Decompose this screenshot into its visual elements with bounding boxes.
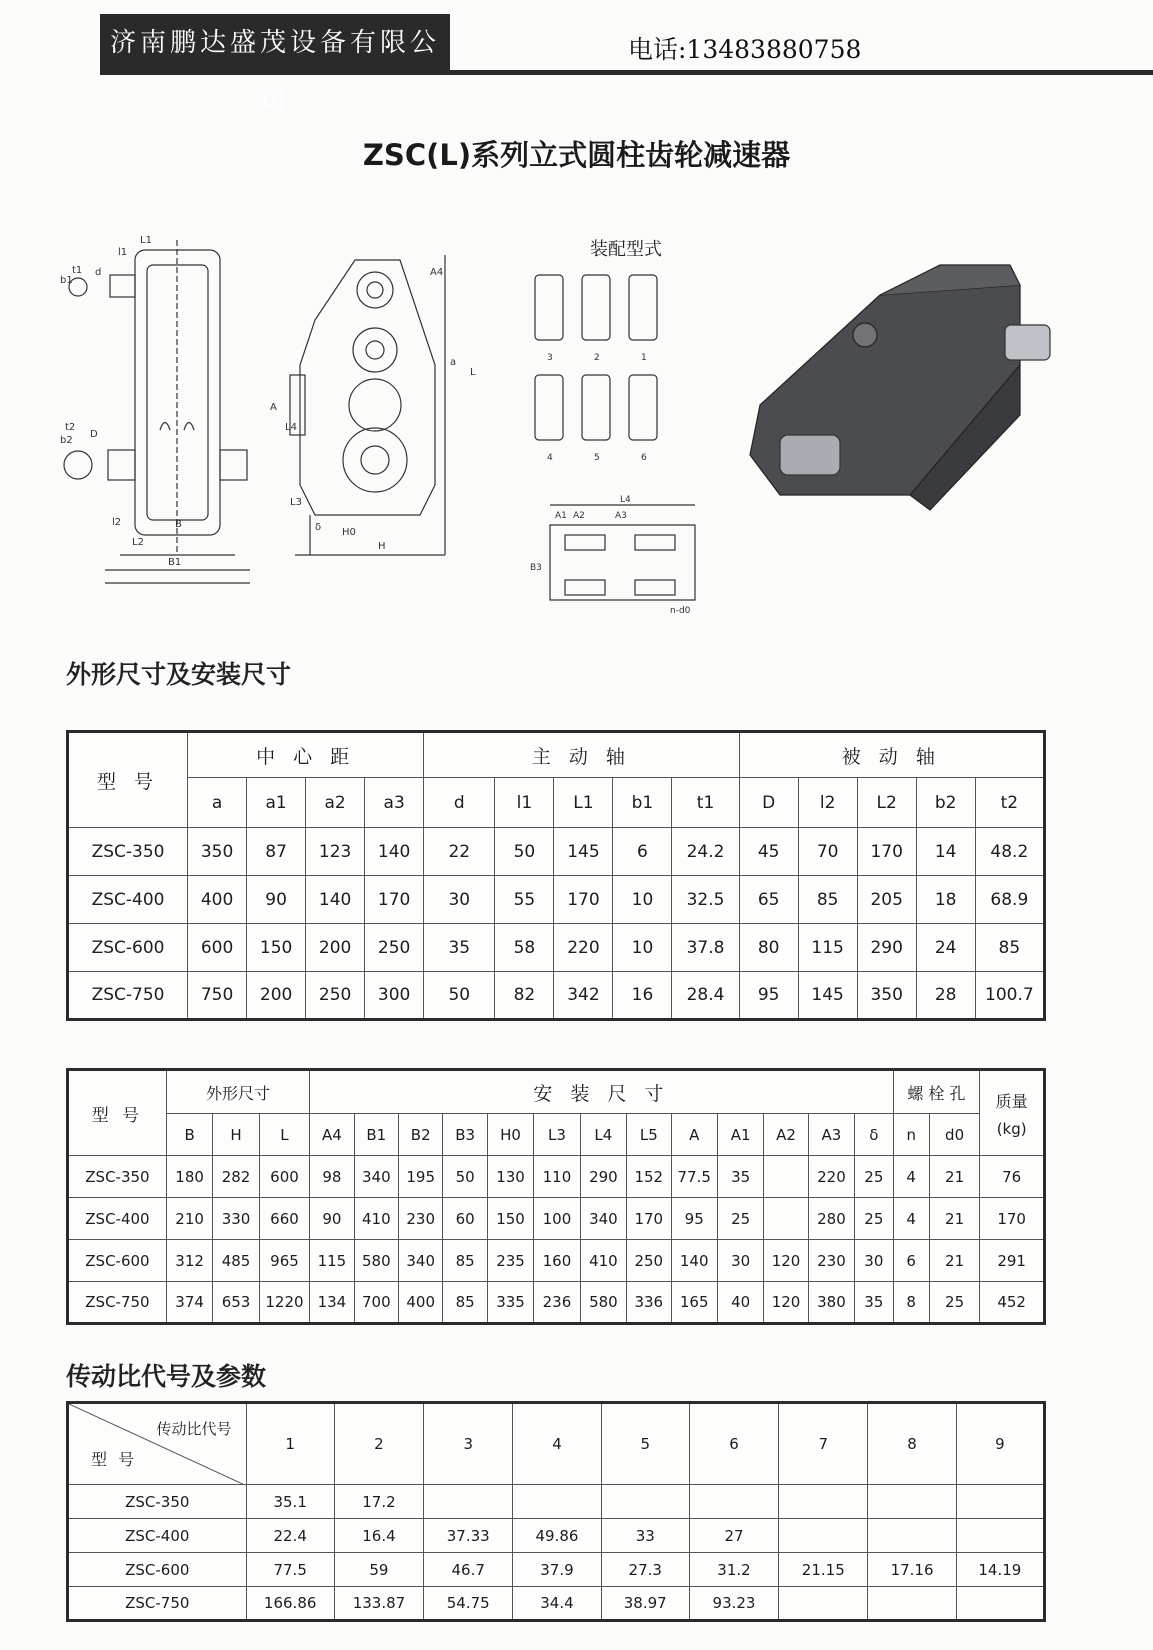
label-t2: t2 <box>65 422 76 433</box>
column-header: L4 <box>580 1114 626 1156</box>
label-B1: B1 <box>168 557 182 568</box>
table-row <box>68 1198 1045 1240</box>
ratio-cell: 166.86 <box>246 1587 334 1621</box>
header-rule <box>100 70 1153 75</box>
value-cell: 85 <box>443 1240 487 1282</box>
value-cell: 140 <box>306 876 365 924</box>
value-cell: 35 <box>855 1282 893 1324</box>
value-cell: 21 <box>929 1240 979 1282</box>
value-cell: 220 <box>808 1156 854 1198</box>
corner-bottom-label: 型 号 <box>91 1450 138 1469</box>
label-L1: L1 <box>140 235 152 246</box>
value-cell: 115 <box>798 924 857 972</box>
value-cell: 400 <box>188 876 247 924</box>
label-H: H <box>378 541 386 552</box>
ratio-cell <box>868 1485 956 1519</box>
value-cell: 165 <box>671 1282 717 1324</box>
ratio-cell: 22.4 <box>246 1519 334 1553</box>
value-cell: 58 <box>495 924 554 972</box>
value-cell: 115 <box>310 1240 354 1282</box>
value-cell: 6 <box>893 1240 929 1282</box>
value-cell: 380 <box>808 1282 854 1324</box>
table-row <box>68 1553 1045 1587</box>
column-header: A3 <box>808 1114 854 1156</box>
column-header: n <box>893 1114 929 1156</box>
group-input-shaft: 主 动 轴 <box>424 732 739 778</box>
label-H0: H0 <box>342 527 356 538</box>
value-cell: 250 <box>365 924 424 972</box>
value-cell: 4 <box>893 1198 929 1240</box>
value-cell: 100.7 <box>975 972 1044 1020</box>
value-cell: 24 <box>916 924 975 972</box>
technical-drawing <box>60 225 1110 645</box>
table-row <box>68 924 1045 972</box>
ratio-cell: 34.4 <box>513 1587 601 1621</box>
value-cell: 140 <box>365 828 424 876</box>
value-cell: 87 <box>247 828 306 876</box>
ratio-cell: 14.19 <box>956 1553 1044 1587</box>
value-cell: 14 <box>916 828 975 876</box>
value-cell: 220 <box>554 924 613 972</box>
value-cell: 340 <box>399 1240 443 1282</box>
label-d: d <box>95 267 102 278</box>
value-cell: 35 <box>717 1156 763 1198</box>
ratio-cell: 27 <box>689 1519 778 1553</box>
value-cell: 452 <box>980 1282 1045 1324</box>
mass-label: 质量 <box>995 1091 1028 1111</box>
mass-header <box>980 1070 1045 1156</box>
table-row <box>68 1156 1045 1198</box>
column-header: L2 <box>857 778 916 828</box>
model-cell: ZSC-400 <box>68 1519 247 1553</box>
ratio-code-header: 9 <box>956 1403 1044 1485</box>
value-cell: 290 <box>580 1156 626 1198</box>
value-cell: 77.5 <box>671 1156 717 1198</box>
value-cell: 965 <box>259 1240 309 1282</box>
ratio-cell <box>956 1485 1044 1519</box>
value-cell: 80 <box>739 924 798 972</box>
value-cell: 30 <box>717 1240 763 1282</box>
value-cell: 24.2 <box>672 828 739 876</box>
label-A: A <box>270 402 277 413</box>
assembly-number-3: 3 <box>547 353 553 363</box>
value-cell: 600 <box>188 924 247 972</box>
ratio-cell <box>956 1519 1044 1553</box>
label-ndo: n-d0 <box>670 606 691 616</box>
value-cell: 410 <box>354 1198 398 1240</box>
label-L2: L2 <box>132 537 144 548</box>
model-header: 型 号 <box>68 732 188 828</box>
column-header: L <box>259 1114 309 1156</box>
group-bolt-hole: 螺 栓 孔 <box>893 1070 980 1114</box>
value-cell: 50 <box>443 1156 487 1198</box>
value-cell: 8 <box>893 1282 929 1324</box>
value-cell: 653 <box>213 1282 259 1324</box>
ratio-cell: 133.87 <box>334 1587 423 1621</box>
column-header: B1 <box>354 1114 398 1156</box>
label-D: D <box>90 429 98 440</box>
value-cell: 140 <box>671 1240 717 1282</box>
table-row <box>68 1282 1045 1324</box>
value-cell: 120 <box>764 1240 808 1282</box>
install-dimensions-table <box>66 1068 1046 1325</box>
value-cell: 170 <box>554 876 613 924</box>
ratio-code-header: 7 <box>779 1403 868 1485</box>
value-cell: 25 <box>929 1282 979 1324</box>
ratio-cell: 21.15 <box>779 1553 868 1587</box>
column-header: L1 <box>554 778 613 828</box>
column-header: L3 <box>534 1114 580 1156</box>
value-cell: 580 <box>580 1282 626 1324</box>
value-cell: 210 <box>166 1198 212 1240</box>
ratio-cell: 35.1 <box>246 1485 334 1519</box>
group-output-shaft: 被 动 轴 <box>739 732 1044 778</box>
value-cell: 22 <box>424 828 495 876</box>
value-cell: 230 <box>399 1198 443 1240</box>
label-L: L <box>470 367 476 378</box>
value-cell: 21 <box>929 1156 979 1198</box>
value-cell: 130 <box>487 1156 533 1198</box>
value-cell: 60 <box>443 1198 487 1240</box>
column-header: t1 <box>672 778 739 828</box>
ratio-cell: 46.7 <box>424 1553 513 1587</box>
assembly-number-5: 5 <box>594 453 600 463</box>
value-cell: 170 <box>857 828 916 876</box>
column-header: b2 <box>916 778 975 828</box>
value-cell: 25 <box>717 1198 763 1240</box>
value-cell: 95 <box>671 1198 717 1240</box>
value-cell: 28 <box>916 972 975 1020</box>
column-header: D <box>739 778 798 828</box>
value-cell: 65 <box>739 876 798 924</box>
ratio-cell: 17.2 <box>334 1485 423 1519</box>
value-cell: 48.2 <box>975 828 1044 876</box>
table-row <box>68 876 1045 924</box>
value-cell: 660 <box>259 1198 309 1240</box>
ratio-cell: 93.23 <box>689 1587 778 1621</box>
group-outline: 外形尺寸 <box>166 1070 309 1114</box>
value-cell: 410 <box>580 1240 626 1282</box>
value-cell: 1220 <box>259 1282 309 1324</box>
ratio-cell <box>601 1485 689 1519</box>
value-cell: 250 <box>627 1240 671 1282</box>
value-cell: 10 <box>613 876 672 924</box>
value-cell: 330 <box>213 1198 259 1240</box>
value-cell: 76 <box>980 1156 1045 1198</box>
ratio-code-header: 8 <box>868 1403 956 1485</box>
model-cell: ZSC-400 <box>68 1198 167 1240</box>
assembly-number-2: 2 <box>594 353 600 363</box>
phone-number: 电话:13483880758 <box>628 35 862 64</box>
dimensions-table <box>66 730 1046 1021</box>
label-L3: L3 <box>290 497 302 508</box>
column-header: B <box>166 1114 212 1156</box>
model-cell: ZSC-350 <box>68 1156 167 1198</box>
label-A3: A3 <box>615 511 627 521</box>
ratio-code-header: 2 <box>334 1403 423 1485</box>
ratio-cell: 37.9 <box>513 1553 601 1587</box>
ratio-cell: 77.5 <box>246 1553 334 1587</box>
group-install: 安 装 尺 寸 <box>310 1070 893 1114</box>
column-header: B2 <box>399 1114 443 1156</box>
label-B: B <box>175 519 182 530</box>
value-cell: 580 <box>354 1240 398 1282</box>
ratio-code-header: 3 <box>424 1403 513 1485</box>
ratio-cell: 38.97 <box>601 1587 689 1621</box>
table-row <box>68 1587 1045 1621</box>
side-view <box>290 255 445 555</box>
column-header: b1 <box>613 778 672 828</box>
ratio-cell: 17.16 <box>868 1553 956 1587</box>
value-cell: 98 <box>310 1156 354 1198</box>
label-l2: l2 <box>112 517 122 528</box>
label-A1: A1 <box>555 511 567 521</box>
value-cell: 100 <box>534 1198 580 1240</box>
ratio-cell <box>513 1485 601 1519</box>
value-cell: 68.9 <box>975 876 1044 924</box>
value-cell: 195 <box>399 1156 443 1198</box>
label-b1: b1 <box>60 275 73 286</box>
label-delta: δ <box>315 522 322 533</box>
ratio-cell <box>868 1519 956 1553</box>
ratio-cell: 31.2 <box>689 1553 778 1587</box>
assembly-number-6: 6 <box>641 453 647 463</box>
value-cell: 30 <box>855 1240 893 1282</box>
value-cell: 160 <box>534 1240 580 1282</box>
value-cell: 280 <box>808 1198 854 1240</box>
column-header: a2 <box>306 778 365 828</box>
model-cell: ZSC-600 <box>68 1240 167 1282</box>
label-b2: b2 <box>60 435 73 446</box>
value-cell: 170 <box>627 1198 671 1240</box>
ratio-cell: 54.75 <box>424 1587 513 1621</box>
model-cell: ZSC-400 <box>68 876 188 924</box>
column-header: H <box>213 1114 259 1156</box>
column-header: d <box>424 778 495 828</box>
label-L4: L4 <box>285 422 297 433</box>
value-cell: 230 <box>808 1240 854 1282</box>
model-cell: ZSC-350 <box>68 828 188 876</box>
label-A2: A2 <box>573 511 585 521</box>
value-cell: 290 <box>857 924 916 972</box>
value-cell: 145 <box>798 972 857 1020</box>
value-cell <box>764 1198 808 1240</box>
value-cell: 152 <box>627 1156 671 1198</box>
value-cell: 150 <box>247 924 306 972</box>
model-cell: ZSC-750 <box>68 972 188 1020</box>
value-cell: 90 <box>247 876 306 924</box>
value-cell: 235 <box>487 1240 533 1282</box>
value-cell: 120 <box>764 1282 808 1324</box>
corner-diagonal <box>69 1404 246 1485</box>
value-cell: 82 <box>495 972 554 1020</box>
value-cell: 145 <box>554 828 613 876</box>
section-title-ratio: 传动比代号及参数 <box>66 1362 267 1391</box>
section-title-dimensions: 外形尺寸及安装尺寸 <box>66 660 292 689</box>
value-cell: 50 <box>495 828 554 876</box>
ratio-cell <box>779 1519 868 1553</box>
value-cell: 35 <box>424 924 495 972</box>
value-cell: 10 <box>613 924 672 972</box>
value-cell: 30 <box>424 876 495 924</box>
ratio-cell: 27.3 <box>601 1553 689 1587</box>
value-cell: 340 <box>580 1198 626 1240</box>
page-title: ZSC(L)系列立式圆柱齿轮减速器 <box>362 138 791 172</box>
column-header: A <box>671 1114 717 1156</box>
company-name: 济南鹏达盛茂设备有限公司 <box>100 14 450 72</box>
value-cell: 90 <box>310 1198 354 1240</box>
value-cell: 6 <box>613 828 672 876</box>
column-header: A1 <box>717 1114 763 1156</box>
column-header: L5 <box>627 1114 671 1156</box>
value-cell: 282 <box>213 1156 259 1198</box>
model-header-2: 型 号 <box>68 1070 167 1156</box>
value-cell: 340 <box>354 1156 398 1198</box>
column-header: a3 <box>365 778 424 828</box>
table-row <box>68 828 1045 876</box>
ratio-cell: 37.33 <box>424 1519 513 1553</box>
label-a: a <box>450 357 457 368</box>
ratio-cell: 49.86 <box>513 1519 601 1553</box>
value-cell: 85 <box>798 876 857 924</box>
value-cell: 95 <box>739 972 798 1020</box>
column-header: a <box>188 778 247 828</box>
value-cell: 250 <box>306 972 365 1020</box>
ratio-table <box>66 1401 1046 1622</box>
column-header: l1 <box>495 778 554 828</box>
column-header: H0 <box>487 1114 533 1156</box>
ratio-cell: 59 <box>334 1553 423 1587</box>
value-cell: 18 <box>916 876 975 924</box>
label-L4-base: L4 <box>620 495 631 505</box>
label-A4: A4 <box>430 267 444 278</box>
assembly-number-1: 1 <box>641 353 647 363</box>
column-header: A4 <box>310 1114 354 1156</box>
value-cell: 350 <box>188 828 247 876</box>
ratio-cell <box>689 1485 778 1519</box>
assembly-label: 装配型式 <box>590 239 662 260</box>
value-cell <box>764 1156 808 1198</box>
value-cell: 342 <box>554 972 613 1020</box>
value-cell: 291 <box>980 1240 1045 1282</box>
value-cell: 32.5 <box>672 876 739 924</box>
ratio-cell: 33 <box>601 1519 689 1553</box>
reducer-product-image <box>750 265 1050 510</box>
label-B3: B3 <box>530 563 542 573</box>
model-cell: ZSC-750 <box>68 1282 167 1324</box>
value-cell: 21 <box>929 1198 979 1240</box>
corner-header <box>68 1403 247 1485</box>
ratio-code-header: 6 <box>689 1403 778 1485</box>
ratio-code-header: 1 <box>246 1403 334 1485</box>
value-cell: 123 <box>306 828 365 876</box>
value-cell: 236 <box>534 1282 580 1324</box>
column-header: B3 <box>443 1114 487 1156</box>
model-cell: ZSC-750 <box>68 1587 247 1621</box>
value-cell: 110 <box>534 1156 580 1198</box>
value-cell: 335 <box>487 1282 533 1324</box>
column-header: a1 <box>247 778 306 828</box>
column-header: l2 <box>798 778 857 828</box>
value-cell: 85 <box>975 924 1044 972</box>
table-row <box>68 1519 1045 1553</box>
ratio-cell <box>779 1587 868 1621</box>
model-cell: ZSC-600 <box>68 924 188 972</box>
value-cell: 85 <box>443 1282 487 1324</box>
value-cell: 700 <box>354 1282 398 1324</box>
value-cell: 170 <box>365 876 424 924</box>
label-t1: t1 <box>72 265 83 276</box>
value-cell: 55 <box>495 876 554 924</box>
assembly-number-4: 4 <box>547 453 553 463</box>
ratio-cell <box>424 1485 513 1519</box>
value-cell: 374 <box>166 1282 212 1324</box>
ratio-cell: 16.4 <box>334 1519 423 1553</box>
table-row <box>68 1485 1045 1519</box>
ratio-cell <box>779 1485 868 1519</box>
ratio-cell <box>868 1587 956 1621</box>
column-header: t2 <box>975 778 1044 828</box>
ratio-code-header: 4 <box>513 1403 601 1485</box>
value-cell: 300 <box>365 972 424 1020</box>
value-cell: 45 <box>739 828 798 876</box>
front-view <box>64 240 250 583</box>
value-cell: 150 <box>487 1198 533 1240</box>
column-header: d0 <box>929 1114 979 1156</box>
value-cell: 4 <box>893 1156 929 1198</box>
value-cell: 400 <box>399 1282 443 1324</box>
mass-unit: (kg) <box>996 1119 1027 1138</box>
value-cell: 25 <box>855 1198 893 1240</box>
ratio-code-header: 5 <box>601 1403 689 1485</box>
value-cell: 485 <box>213 1240 259 1282</box>
value-cell: 750 <box>188 972 247 1020</box>
value-cell: 16 <box>613 972 672 1020</box>
value-cell: 200 <box>247 972 306 1020</box>
value-cell: 134 <box>310 1282 354 1324</box>
value-cell: 40 <box>717 1282 763 1324</box>
column-header: A2 <box>764 1114 808 1156</box>
group-center-distance: 中 心 距 <box>188 732 424 778</box>
value-cell: 25 <box>855 1156 893 1198</box>
value-cell: 170 <box>980 1198 1045 1240</box>
value-cell: 350 <box>857 972 916 1020</box>
value-cell: 70 <box>798 828 857 876</box>
corner-top-label: 传动比代号 <box>156 1420 232 1438</box>
ratio-cell <box>956 1587 1044 1621</box>
value-cell: 600 <box>259 1156 309 1198</box>
table-row <box>68 1240 1045 1282</box>
column-header: δ <box>855 1114 893 1156</box>
value-cell: 37.8 <box>672 924 739 972</box>
value-cell: 312 <box>166 1240 212 1282</box>
value-cell: 336 <box>627 1282 671 1324</box>
value-cell: 180 <box>166 1156 212 1198</box>
model-cell: ZSC-350 <box>68 1485 247 1519</box>
model-cell: ZSC-600 <box>68 1553 247 1587</box>
value-cell: 28.4 <box>672 972 739 1020</box>
table-row <box>68 972 1045 1020</box>
value-cell: 200 <box>306 924 365 972</box>
value-cell: 205 <box>857 876 916 924</box>
label-l1: l1 <box>118 247 128 258</box>
value-cell: 50 <box>424 972 495 1020</box>
